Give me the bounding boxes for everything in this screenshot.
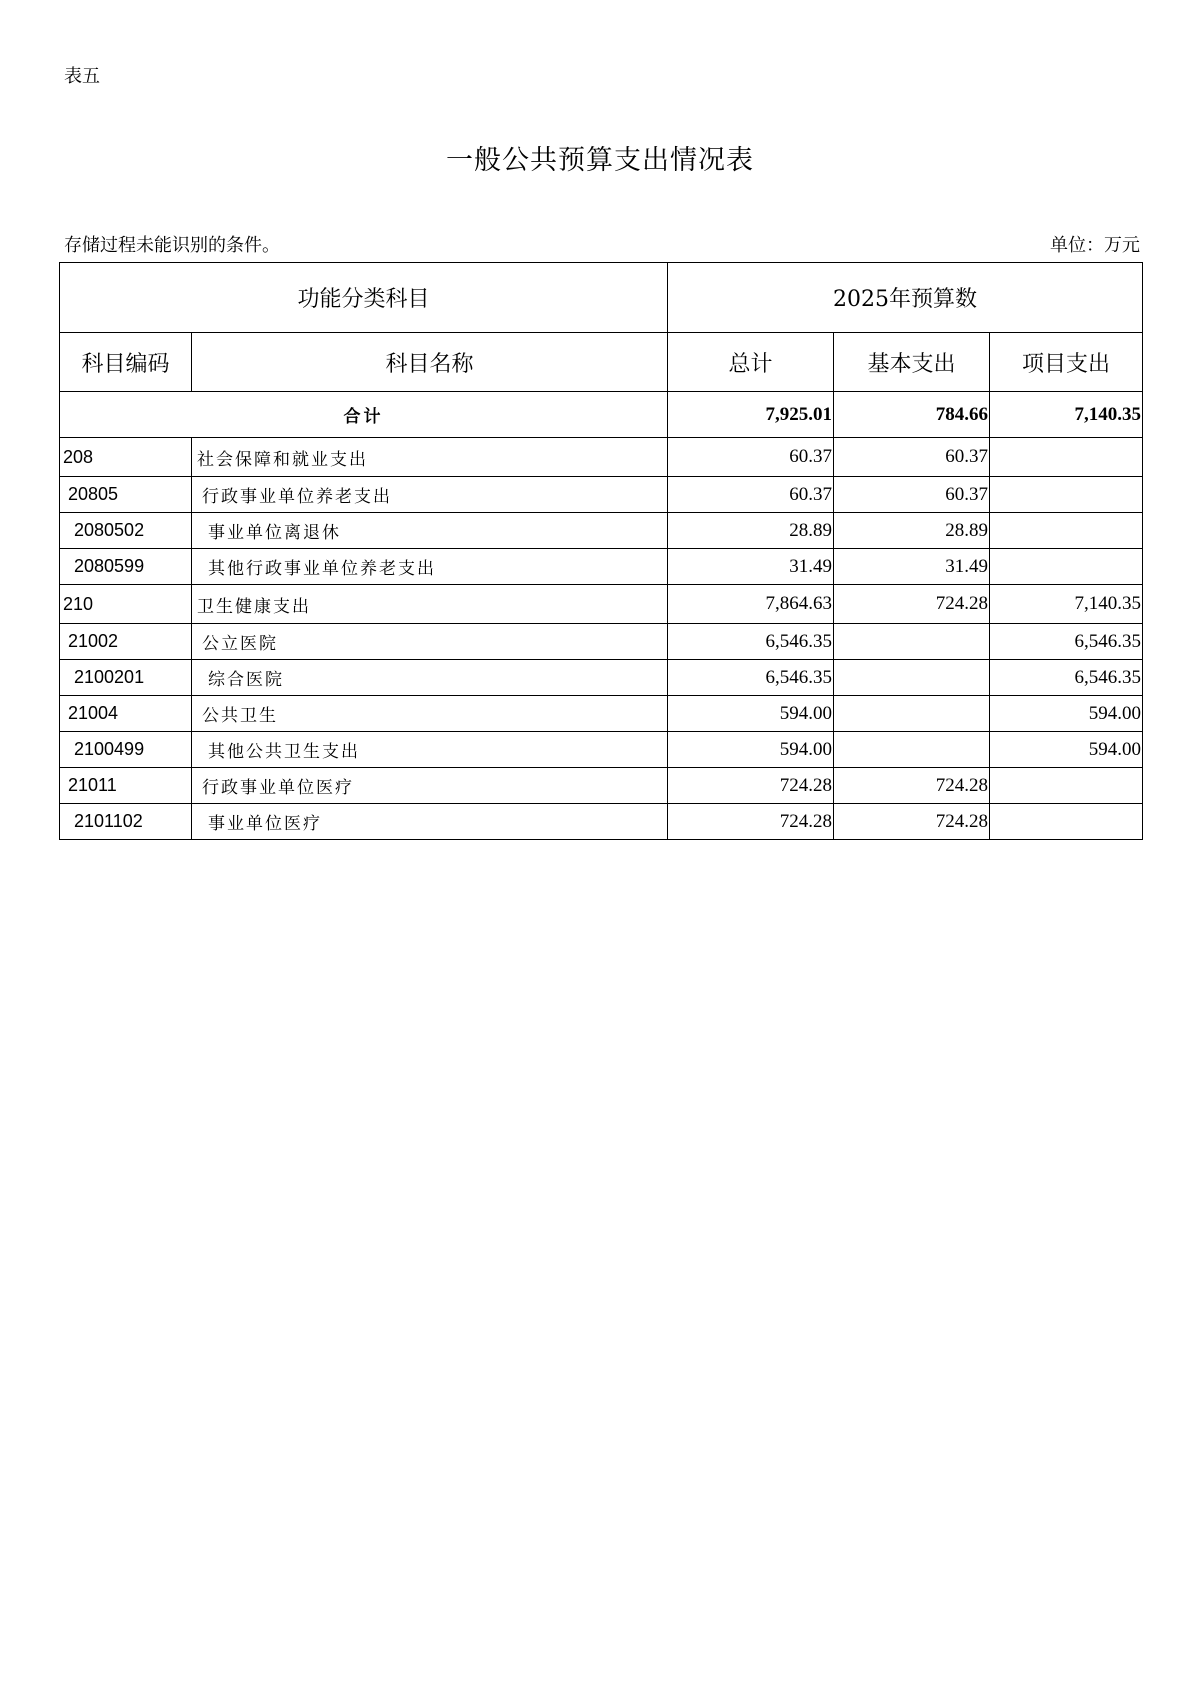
row-total: 60.37: [668, 477, 834, 513]
table-row: [60, 768, 1143, 804]
row-project: 594.00: [990, 732, 1143, 768]
table-row: [60, 549, 1143, 585]
row-name: 其他行政事业单位养老支出: [192, 549, 668, 585]
unit-note: 单位：万元: [1050, 235, 1140, 256]
row-basic: 724.28: [834, 585, 990, 624]
header-group-row: [60, 263, 1143, 333]
row-total: 7,864.63: [668, 585, 834, 624]
table-row: [60, 513, 1143, 549]
header-code: 科目编码: [60, 333, 192, 392]
row-code: 21011: [60, 768, 192, 804]
row-basic: 60.37: [834, 477, 990, 513]
row-project: 6,546.35: [990, 660, 1143, 696]
total-row: [60, 392, 1143, 438]
row-project: [990, 438, 1143, 477]
table-row: [60, 438, 1143, 477]
row-code: 21004: [60, 696, 192, 732]
header-project: 项目支出: [990, 333, 1143, 392]
header-name: 科目名称: [192, 333, 668, 392]
row-name: 行政事业单位养老支出: [192, 477, 668, 513]
row-code: 2100201: [60, 660, 192, 696]
total-label: 合计: [60, 392, 668, 438]
row-code: 21002: [60, 624, 192, 660]
row-name: 行政事业单位医疗: [192, 768, 668, 804]
row-project: 6,546.35: [990, 624, 1143, 660]
row-code: 2101102: [60, 804, 192, 840]
table-row: [60, 477, 1143, 513]
row-basic: [834, 696, 990, 732]
row-total: 28.89: [668, 513, 834, 549]
row-name: 社会保障和就业支出: [192, 438, 668, 477]
row-code: 2080502: [60, 513, 192, 549]
row-name: 卫生健康支出: [192, 585, 668, 624]
budget-table: [59, 262, 1143, 840]
row-code: 210: [60, 585, 192, 624]
row-total: 60.37: [668, 438, 834, 477]
row-project: [990, 768, 1143, 804]
table-row: [60, 585, 1143, 624]
row-total: 6,546.35: [668, 660, 834, 696]
table-row: [60, 660, 1143, 696]
row-basic: 31.49: [834, 549, 990, 585]
row-total: 594.00: [668, 732, 834, 768]
row-name: 公共卫生: [192, 696, 668, 732]
row-total: 594.00: [668, 696, 834, 732]
row-code: 2080599: [60, 549, 192, 585]
header-column-row: [60, 333, 1143, 392]
row-basic: 724.28: [834, 768, 990, 804]
row-basic: 60.37: [834, 438, 990, 477]
total-project: 7,140.35: [990, 392, 1143, 438]
row-code: 208: [60, 438, 192, 477]
row-project: 594.00: [990, 696, 1143, 732]
row-total: 6,546.35: [668, 624, 834, 660]
header-basic: 基本支出: [834, 333, 990, 392]
row-basic: [834, 624, 990, 660]
row-project: [990, 549, 1143, 585]
row-project: [990, 477, 1143, 513]
row-total: 724.28: [668, 768, 834, 804]
agency-note: 存储过程未能识别的条件。: [64, 235, 280, 256]
row-total: 31.49: [668, 549, 834, 585]
row-basic: 724.28: [834, 804, 990, 840]
row-project: [990, 513, 1143, 549]
table-row: [60, 732, 1143, 768]
total-basic: 784.66: [834, 392, 990, 438]
row-project: [990, 804, 1143, 840]
row-total: 724.28: [668, 804, 834, 840]
row-name: 事业单位离退休: [192, 513, 668, 549]
page-title: 一般公共预算支出情况表: [446, 145, 754, 176]
row-code: 20805: [60, 477, 192, 513]
header-total: 总计: [668, 333, 834, 392]
total-total: 7,925.01: [668, 392, 834, 438]
table-row: [60, 624, 1143, 660]
row-name: 公立医院: [192, 624, 668, 660]
row-name: 综合医院: [192, 660, 668, 696]
row-project: 7,140.35: [990, 585, 1143, 624]
row-basic: [834, 660, 990, 696]
header-function-group: 功能分类科目: [60, 263, 668, 333]
header-budget-group: 2025年预算数: [668, 263, 1143, 333]
table-label: 表五: [64, 66, 100, 87]
row-name: 其他公共卫生支出: [192, 732, 668, 768]
table-row: [60, 804, 1143, 840]
row-basic: [834, 732, 990, 768]
row-basic: 28.89: [834, 513, 990, 549]
row-name: 事业单位医疗: [192, 804, 668, 840]
row-code: 2100499: [60, 732, 192, 768]
table-row: [60, 696, 1143, 732]
